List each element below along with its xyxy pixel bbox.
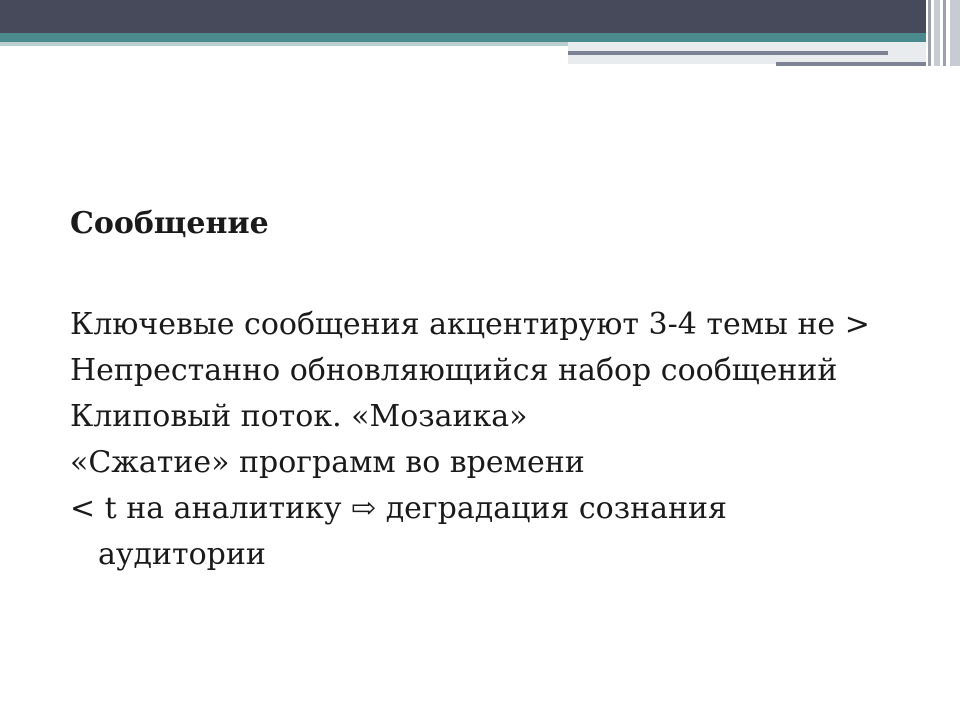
header-right-stripes xyxy=(926,0,960,66)
header-teal-light-bar xyxy=(0,42,570,46)
header-step-line-lower xyxy=(776,62,942,66)
header-dark-bar xyxy=(0,0,960,33)
bullet-list xyxy=(70,302,890,578)
bullet-item: Ключевые сообщения акцентируют 3-4 темы не > xyxy=(70,307,870,342)
header-step-line xyxy=(568,51,888,55)
slide-title: Сообщение xyxy=(70,206,269,241)
bullet-item: < t на аналитику ⇨ деградация сознания аудитории xyxy=(70,491,727,572)
bullet-item: «Сжатие» программ во времени xyxy=(70,445,585,480)
header-teal-bar xyxy=(0,33,960,42)
bullet-item: Клиповый поток. «Мозаика» xyxy=(70,399,528,434)
bullet-item: Непрестанно обновляющийся набор сообщений xyxy=(70,353,838,388)
